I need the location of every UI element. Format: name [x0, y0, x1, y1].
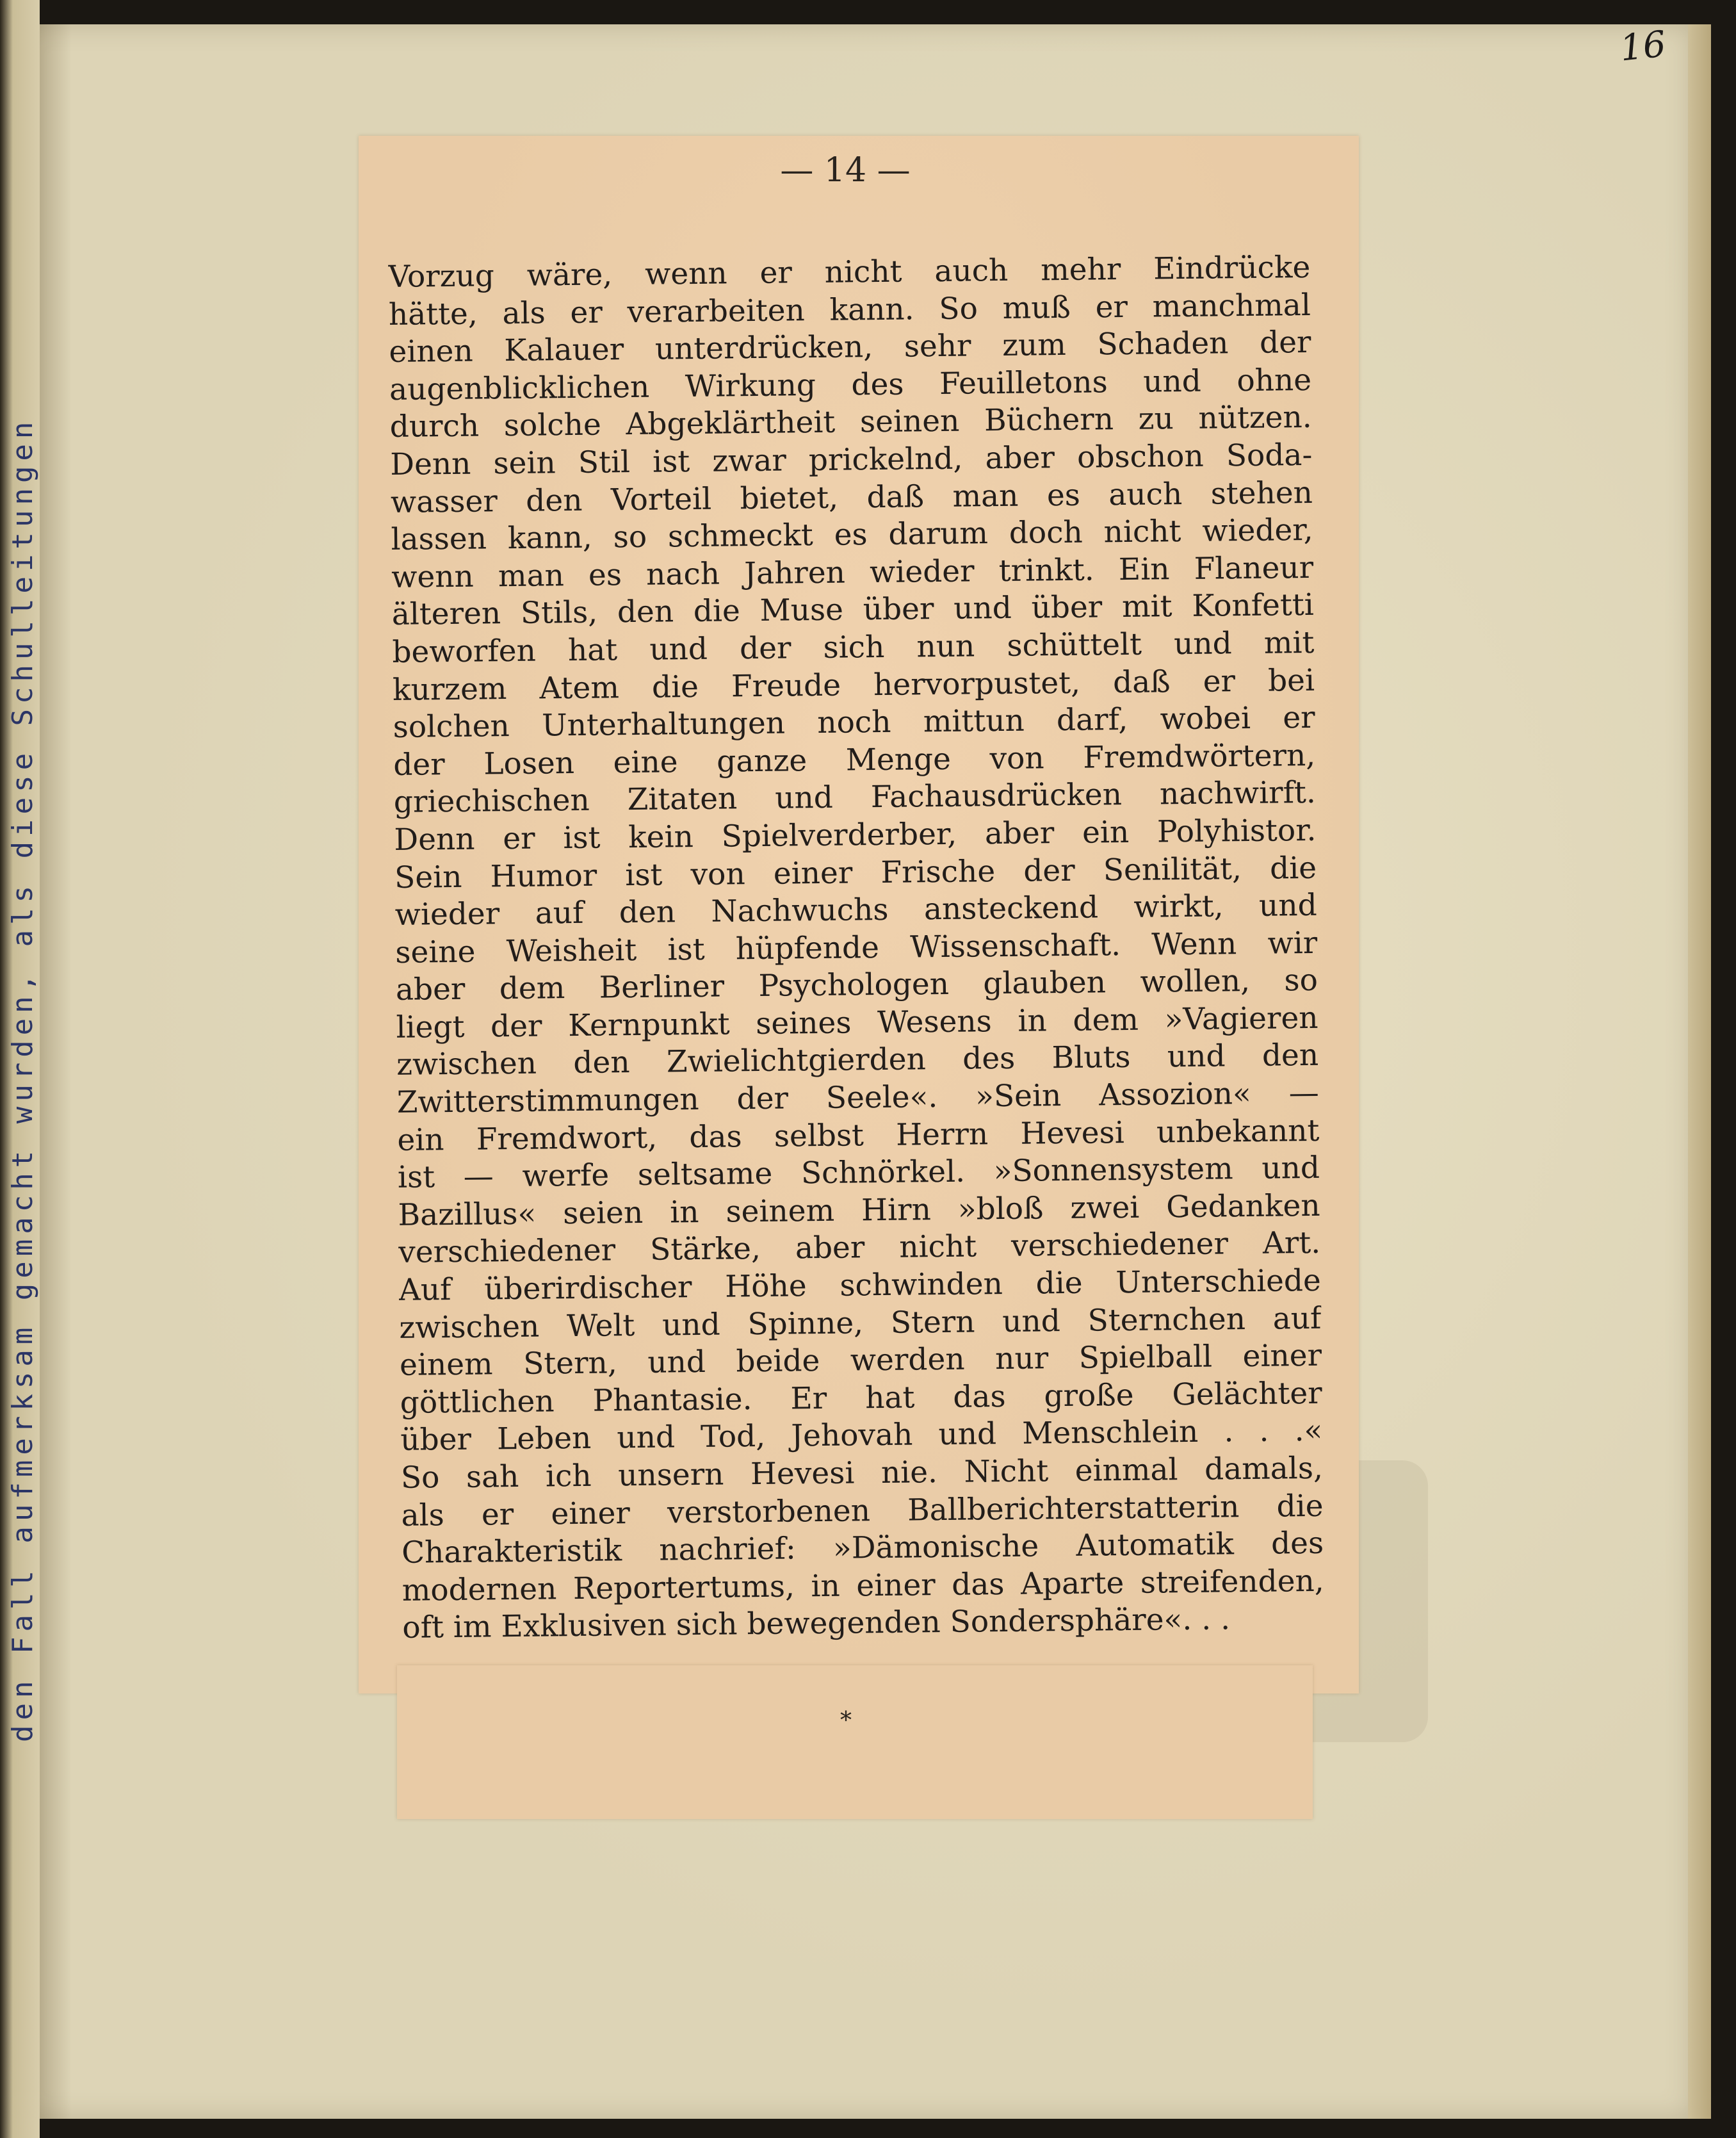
text-line: lassen kann, so schmeckt es darum doch nicht wieder, [391, 512, 1313, 558]
text-line: Denn er ist kein Spielverderber, aber ein Polyhistor. [394, 812, 1317, 858]
text-line: Vorzug wäre, wenn er nicht auch mehr Eindrücke [388, 249, 1311, 295]
text-line: Charakteristik nachrief: »Dämonische Automatik des [401, 1525, 1324, 1571]
text-line: Denn sein Stil ist zwar prickelnd, aber obschon Soda- [390, 437, 1313, 482]
text-line: ist — werfe seltsame Schnörkel. »Sonnensystem und [397, 1150, 1320, 1196]
text-line: augenblicklichen Wirkung des Feuilletons und ohne [389, 362, 1312, 407]
text-line: Auf überirdischer Höhe schwinden die Unterschiede [398, 1262, 1322, 1308]
text-line: So sah ich unsern Hevesi nie. Nicht einmal damals, [400, 1450, 1324, 1496]
text-line: griechischen Zitaten und Fachausdrücken nachwirft. [393, 775, 1317, 820]
text-line: solchen Unterhaltungen noch mittun darf, wobei er [393, 700, 1315, 746]
text-line: der Losen eine ganze Menge von Fremdwörtern, [393, 737, 1316, 783]
folio-number: 16 [1618, 23, 1668, 70]
text-line: Sein Humor ist von einer Frische der Senilität, die [394, 850, 1317, 895]
text-line: über Leben und Tod, Jehovah und Menschlein . . .« [400, 1413, 1323, 1458]
text-line: Zwitterstimmungen der Seele«. »Sein Assozion« — [396, 1075, 1320, 1120]
section-asterisk: * [840, 1708, 852, 1734]
text-line: zwischen den Zwielichtgierden des Bluts und den [396, 1038, 1319, 1083]
text-line: liegt der Kernpunkt seines Wesens in dem »Vagieren [396, 1000, 1318, 1045]
text-line: Bazillus« seien in seinem Hirn »bloß zwei Gedanken [398, 1187, 1320, 1233]
text-line: beworfen hat und der sich nun schüttelt und mit [392, 624, 1315, 670]
text-line: einem Stern, und beide werden nur Spielball einer [399, 1338, 1322, 1383]
clipping-body-text [388, 249, 1325, 1647]
clipping-page-number: — 14 — [780, 151, 911, 190]
text-line: durch solche Abgeklärtheit seinen Büchern zu nützen. [389, 400, 1312, 445]
text-line: modernen Reportertums, in einer das Aparte streifenden, [402, 1563, 1324, 1608]
text-line: oft im Exklusiven sich bewegenden Sondersphäre«. . . [402, 1601, 1231, 1646]
text-line: seine Weisheit ist hüpfende Wissenschaft. Wenn wir [395, 925, 1318, 970]
text-line: wasser den Vorteil bietet, daß man es auch stehen [390, 475, 1313, 520]
text-line: ein Fremdwort, das selbst Herrn Hevesi unbekannt [397, 1113, 1320, 1158]
text-line: zwischen Welt und Spinne, Stern und Sternchen auf [399, 1300, 1322, 1346]
text-line: verschiedener Stärke, aber nicht verschiedener Art. [398, 1225, 1321, 1271]
text-line: göttlichen Phantasie. Er hat das große Gelächter [400, 1375, 1322, 1421]
text-line: als er einer verstorbenen Ballberichterstatterin die [401, 1488, 1324, 1533]
text-line: aber dem Berliner Psychologen glauben wollen, so [395, 963, 1318, 1008]
text-line: einen Kalauer unterdrücken, sehr zum Schaden der [389, 325, 1311, 370]
text-line: älteren Stils, den die Muse über und über mit Konfetti [391, 587, 1315, 633]
text-line: kurzem Atem die Freude hervorpustet, daß er bei [392, 662, 1315, 708]
gutter-typed-note: den Fall aufmerksam gemacht wurden, als diese Schulleitungen [6, 416, 39, 1742]
clipping-lower-strip [397, 1665, 1313, 1819]
text-line: wenn man es nach Jahren wieder trinkt. Ein Flaneur [391, 550, 1314, 595]
text-line: hätte, als er verarbeiten kann. So muß er manchmal [388, 287, 1311, 332]
text-line: wieder auf den Nachwuchs ansteckend wirkt, und [394, 887, 1317, 933]
page-edge [1688, 24, 1711, 2119]
